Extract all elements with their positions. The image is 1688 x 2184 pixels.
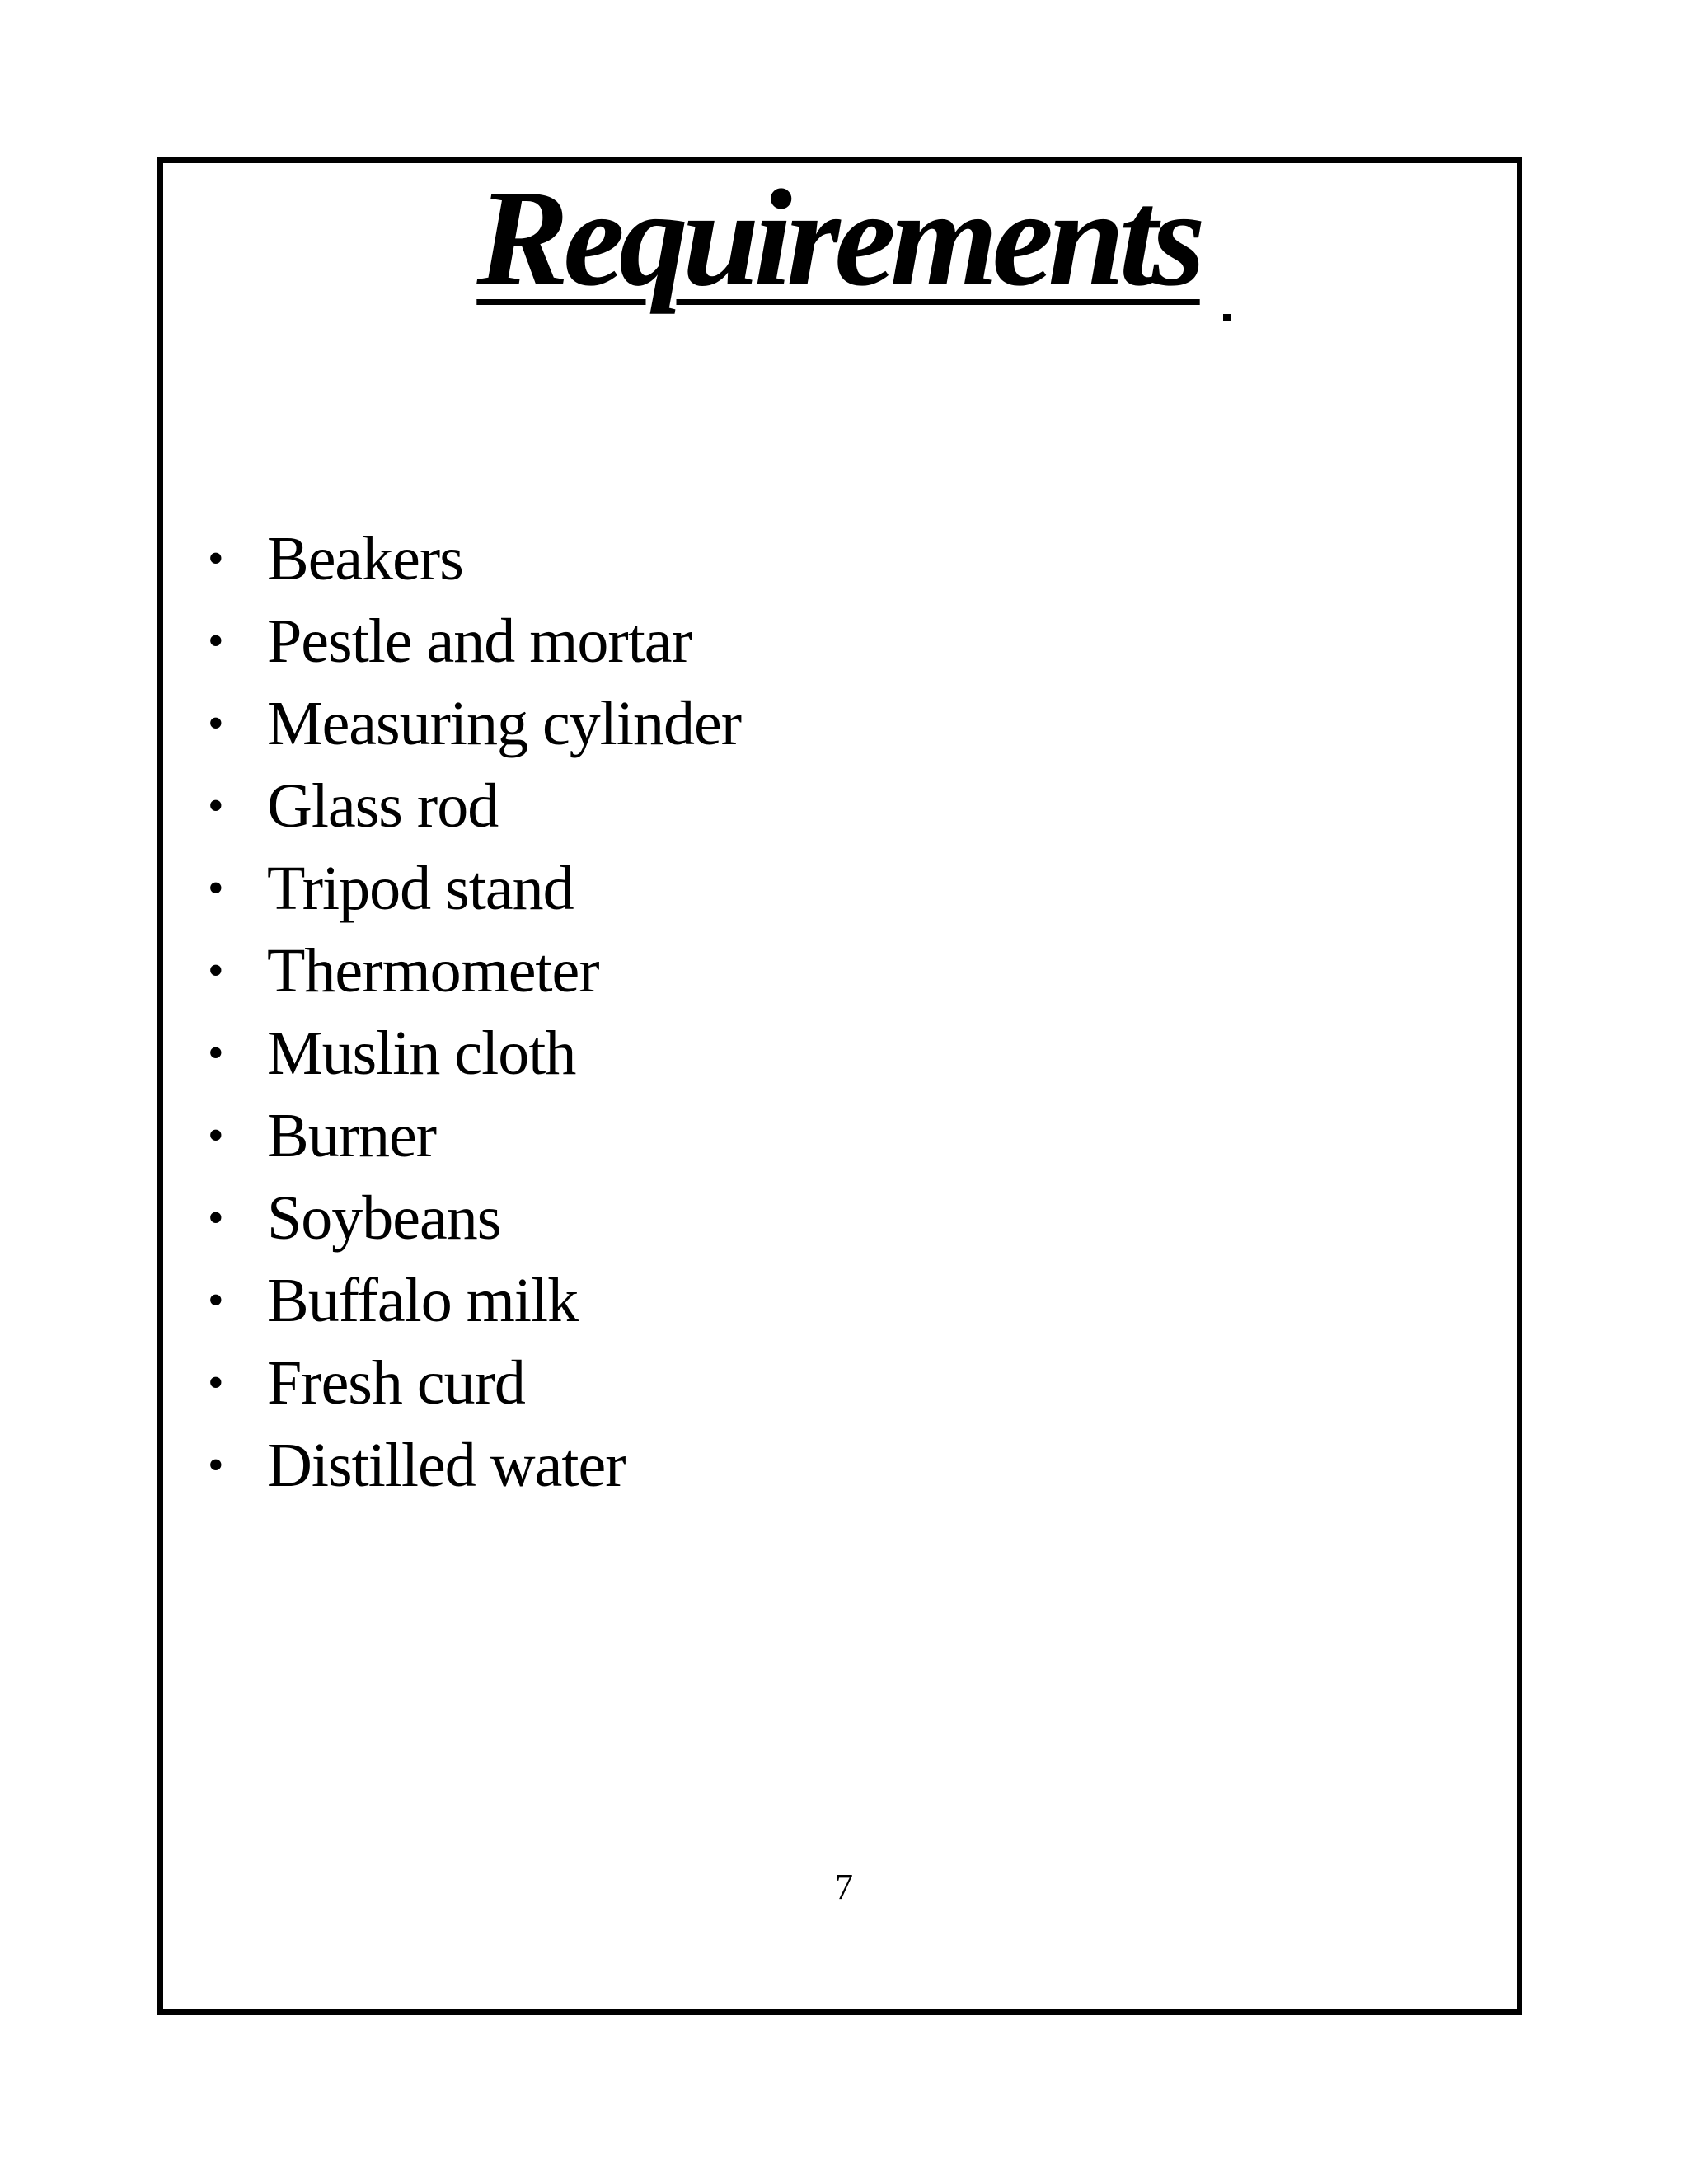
bullet-icon: •	[208, 780, 224, 832]
bullet-icon: •	[208, 1275, 224, 1326]
list-item	[208, 1342, 741, 1424]
list-item	[208, 518, 741, 600]
bullet-icon: •	[208, 1440, 224, 1491]
list-item	[208, 682, 741, 765]
list-item-label: Soybeans	[267, 1183, 501, 1253]
list-item-label: Beakers	[267, 524, 463, 593]
bullet-icon: •	[208, 863, 224, 914]
bullet-icon: •	[208, 698, 224, 749]
list-item-label: Fresh curd	[267, 1348, 525, 1418]
list-item-label: Muslin cloth	[267, 1019, 576, 1088]
list-item	[208, 930, 741, 1012]
page-number: 7	[835, 1867, 853, 1907]
list-item	[208, 765, 741, 847]
bullet-icon: •	[208, 1193, 224, 1244]
list-item	[208, 1177, 741, 1259]
list-item-label: Tripod stand	[267, 854, 574, 923]
page-title: Requirements	[476, 162, 1200, 315]
title-container	[0, 162, 1688, 315]
list-item	[208, 1094, 741, 1177]
list-item-label: Measuring cylinder	[267, 689, 742, 758]
bullet-icon: •	[208, 1110, 224, 1161]
bullet-icon: •	[208, 1028, 224, 1079]
list-item-label: Distilled water	[267, 1431, 626, 1500]
list-item	[208, 1424, 741, 1507]
list-item	[208, 847, 741, 930]
list-item	[208, 600, 741, 682]
list-item	[208, 1012, 741, 1094]
bullet-icon: •	[208, 616, 224, 667]
list-item-label: Pestle and mortar	[267, 607, 692, 676]
title-trailing-mark	[1223, 314, 1231, 321]
requirements-list	[208, 518, 741, 1507]
bullet-icon: •	[208, 533, 224, 584]
list-item-label: Thermometer	[267, 936, 599, 1005]
bullet-icon: •	[208, 945, 224, 996]
bullet-icon: •	[208, 1357, 224, 1408]
list-item-label: Buffalo milk	[267, 1266, 579, 1335]
list-item-label: Burner	[267, 1101, 437, 1170]
list-item-label: Glass rod	[267, 771, 499, 841]
list-item	[208, 1259, 741, 1342]
